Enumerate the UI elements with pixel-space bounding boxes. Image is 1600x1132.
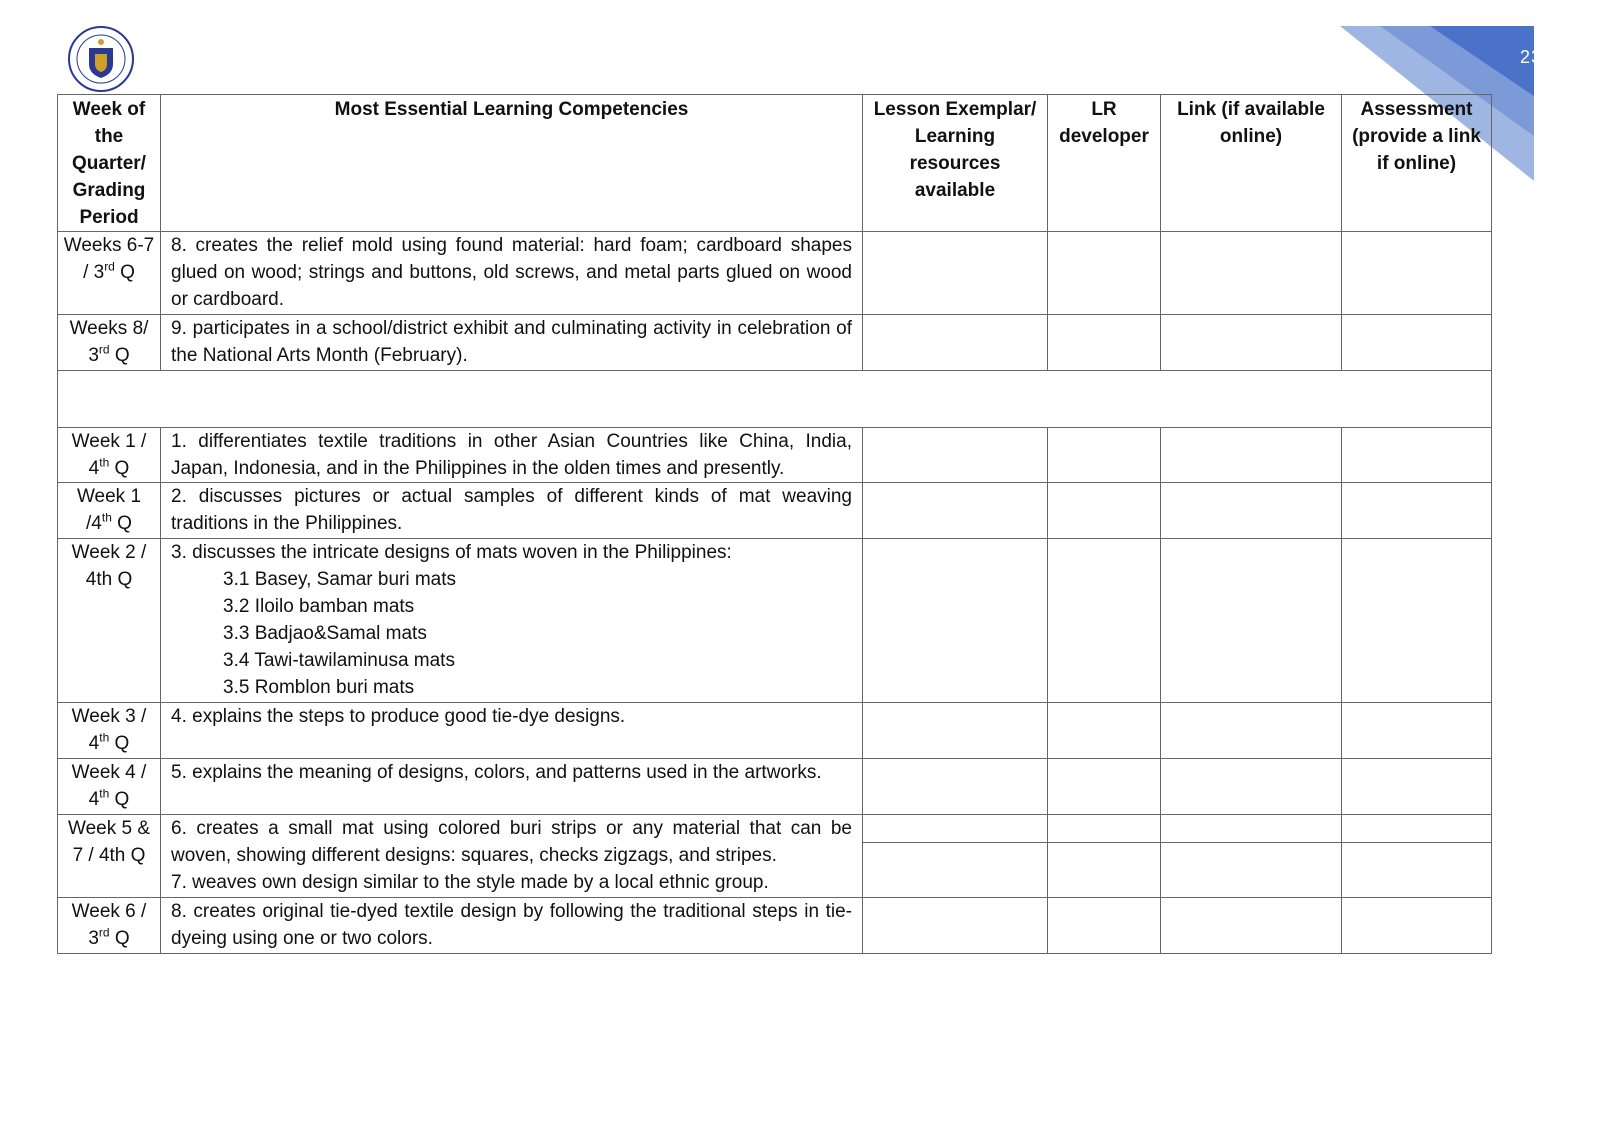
deped-seal-logo xyxy=(68,26,134,92)
empty-cell xyxy=(1342,703,1492,759)
week-cell: Week 6 / 3rd Q xyxy=(58,898,161,954)
empty-cell xyxy=(1048,759,1161,815)
week-cell: Weeks 6-7 / 3rd Q xyxy=(58,232,161,315)
empty-cell xyxy=(1161,703,1342,759)
empty-cell xyxy=(1161,843,1342,898)
week-cell: Weeks 8/ 3rd Q xyxy=(58,315,161,371)
table-row xyxy=(58,428,1492,483)
competency-cell: 9. participates in a school/district exhibit and culminating activity in celebration of the National Arts Month (February). xyxy=(161,315,863,371)
sub-item: 3.2 Iloilo bamban mats xyxy=(223,596,415,617)
empty-cell xyxy=(863,759,1048,815)
header-lr-developer: LR developer xyxy=(1048,95,1161,232)
empty-cell xyxy=(1342,843,1492,898)
empty-cell xyxy=(1161,759,1342,815)
table-row xyxy=(58,483,1492,539)
competencies-table xyxy=(57,94,1492,954)
sub-item: 3.5 Romblon buri mats xyxy=(223,677,415,698)
sub-item: 3.4 Tawi-tawilaminusa mats xyxy=(223,650,455,671)
competency-text: 3. discusses the intricate designs of mats woven in the Philippines: xyxy=(171,542,732,563)
header-week: Week of the Quarter/ Grading Period xyxy=(58,95,161,232)
competency-cell: 8. creates the relief mold using found material: hard foam; cardboard shapes glued on wood; strings and buttons, old screws, and metal parts glued on wood or cardboard. xyxy=(161,232,863,315)
empty-cell xyxy=(1048,539,1161,703)
empty-cell xyxy=(863,843,1048,898)
week-cell: Week 1 /4th Q xyxy=(58,483,161,539)
empty-cell xyxy=(58,371,1492,428)
competency-cell: 8. creates original tie-dyed textile design by following the traditional steps in tie-dyeing using one or two colors. xyxy=(161,898,863,954)
empty-cell xyxy=(863,232,1048,315)
table-row xyxy=(58,703,1492,759)
empty-cell xyxy=(1048,843,1161,898)
header-assessment: Assessment (provide a link if online) xyxy=(1342,95,1492,232)
competency-cell xyxy=(161,815,863,898)
table-row xyxy=(58,898,1492,954)
empty-cell xyxy=(1342,898,1492,954)
empty-cell xyxy=(1048,428,1161,483)
sub-item: 3.3 Badjao&Samal mats xyxy=(223,623,427,644)
empty-cell xyxy=(1048,483,1161,539)
empty-cell xyxy=(1342,759,1492,815)
header-competencies: Most Essential Learning Competencies xyxy=(161,95,863,232)
page-number: 235 xyxy=(1520,47,1554,67)
empty-cell xyxy=(863,428,1048,483)
empty-cell xyxy=(1161,815,1342,843)
competency-cell: 2. discusses pictures or actual samples of different kinds of mat weaving traditions in the Philippines. xyxy=(161,483,863,539)
empty-cell xyxy=(863,315,1048,371)
empty-cell xyxy=(863,703,1048,759)
empty-cell xyxy=(1342,539,1492,703)
sub-item: 3.1 Basey, Samar buri mats xyxy=(223,569,457,590)
week-cell: Week 2 / 4th Q xyxy=(58,539,161,703)
table-row xyxy=(58,759,1492,815)
empty-cell xyxy=(1342,232,1492,315)
table-row xyxy=(58,815,1492,843)
empty-cell xyxy=(1048,815,1161,843)
competency-cell: 5. explains the meaning of designs, colors, and patterns used in the artworks. xyxy=(161,759,863,815)
empty-cell xyxy=(1048,703,1161,759)
table-header-row xyxy=(58,95,1492,232)
competency-text: 7. weaves own design similar to the style made by a local ethnic group. xyxy=(171,872,769,893)
table-row xyxy=(58,315,1492,371)
empty-cell xyxy=(863,898,1048,954)
separator-row xyxy=(58,371,1492,428)
empty-cell xyxy=(1342,483,1492,539)
empty-cell xyxy=(1161,315,1342,371)
empty-cell xyxy=(1342,315,1492,371)
week-cell: Week 5 & 7 / 4th Q xyxy=(58,815,161,898)
empty-cell xyxy=(1342,428,1492,483)
empty-cell xyxy=(863,815,1048,843)
empty-cell xyxy=(1048,898,1161,954)
empty-cell xyxy=(1048,315,1161,371)
empty-cell xyxy=(1161,898,1342,954)
empty-cell xyxy=(1342,815,1492,843)
table-row xyxy=(58,539,1492,703)
empty-cell xyxy=(1161,483,1342,539)
competency-cell xyxy=(161,539,863,703)
competency-text: 6. creates a small mat using colored buri strips or any material that can be woven, showing different designs: squares, checks zigzags, and stripes. xyxy=(171,818,852,866)
header-lesson-exemplar: Lesson Exemplar/ Learning resources available xyxy=(863,95,1048,232)
empty-cell xyxy=(1161,232,1342,315)
empty-cell xyxy=(1048,232,1161,315)
header-link: Link (if available online) xyxy=(1161,95,1342,232)
competency-cell: 4. explains the steps to produce good tie-dye designs. xyxy=(161,703,863,759)
empty-cell xyxy=(1161,428,1342,483)
week-cell: Week 1 / 4th Q xyxy=(58,428,161,483)
competency-cell: 1. differentiates textile traditions in other Asian Countries like China, India, Japan, Indonesia, and in the Philippines in the olden times and presently. xyxy=(161,428,863,483)
empty-cell xyxy=(1161,539,1342,703)
empty-cell xyxy=(863,539,1048,703)
week-cell: Week 3 / 4th Q xyxy=(58,703,161,759)
week-cell: Week 4 / 4th Q xyxy=(58,759,161,815)
empty-cell xyxy=(863,483,1048,539)
table-row xyxy=(58,232,1492,315)
